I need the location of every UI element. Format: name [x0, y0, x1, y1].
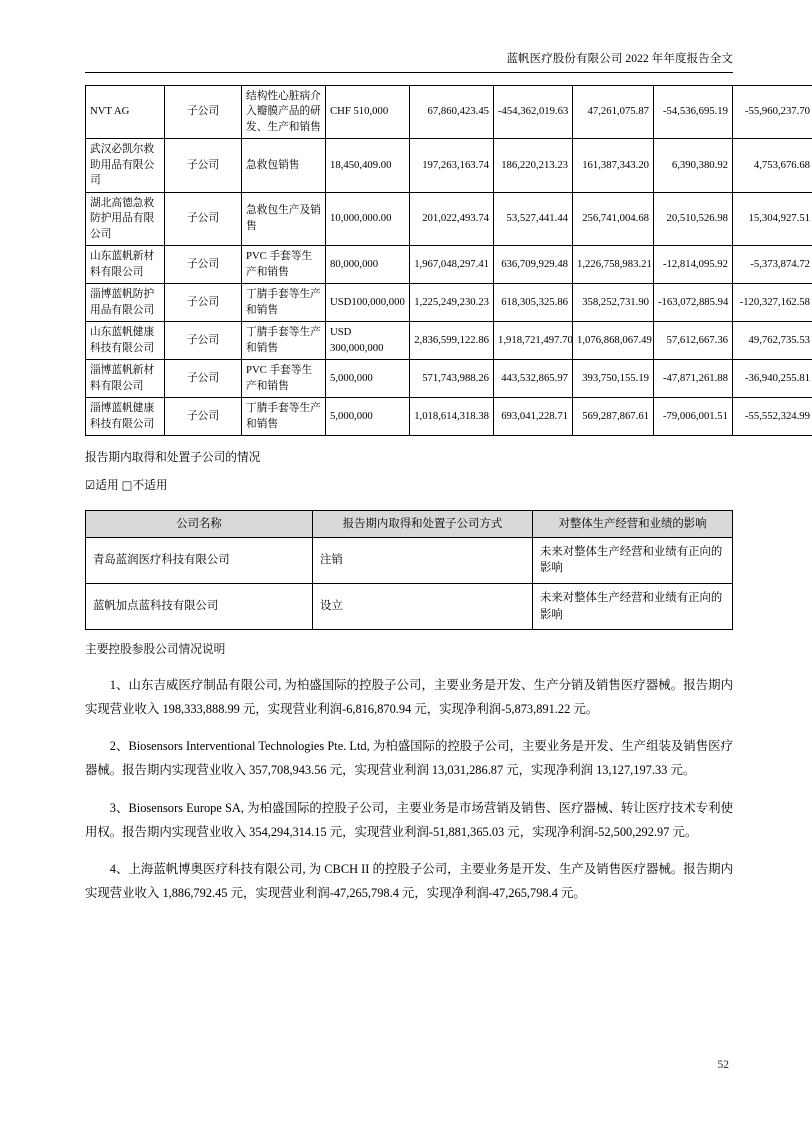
cell-net-assets: 186,220,213.23 — [494, 139, 573, 193]
cell-company-name: 蓝帆加点蓝科技有限公司 — [86, 584, 313, 630]
cell-operating-profit: -163,072,885.94 — [654, 284, 733, 322]
cell-company-name: 武汉必凯尔救助用品有限公司 — [86, 139, 165, 193]
cell-net-assets: 53,527,441.44 — [494, 192, 573, 246]
cell-total-assets: 2,836,599,122.86 — [410, 322, 494, 360]
running-header — [85, 0, 733, 73]
cell-total-assets: 1,967,048,297.41 — [410, 246, 494, 284]
cell-revenue: 358,252,731.90 — [573, 284, 654, 322]
table-row — [86, 360, 812, 398]
cell-registered-capital: 5,000,000 — [326, 360, 410, 398]
cell-net-assets: 693,041,228.71 — [494, 398, 573, 436]
cell-net-profit: 49,762,735.53 — [733, 322, 812, 360]
cell-company-type: 子公司 — [165, 139, 242, 193]
cell-impact: 未来对整体生产经营和业绩有正向的影响 — [533, 537, 733, 583]
cell-main-business: 急救包销售 — [242, 139, 326, 193]
cell-net-assets: 443,532,865.97 — [494, 360, 573, 398]
header-divider — [85, 72, 733, 73]
table-row — [86, 85, 812, 139]
cell-operating-profit: 20,510,526.98 — [654, 192, 733, 246]
cell-total-assets: 1,225,249,230.23 — [410, 284, 494, 322]
explanation-paragraph-2: 2、Biosensors Interventional Technologies Pte. Ltd, 为柏盛国际的控股子公司，主要业务是开发、生产组装及销售医疗器械。报告期内实现营业收入 357,708,943.56 元，实现营业利润 13,031,286.87 元，实现净利润 13,127,197.33 元。 — [85, 739, 733, 778]
table-row — [86, 284, 812, 322]
cell-operating-profit: -79,006,001.51 — [654, 398, 733, 436]
header-impact: 对整体生产经营和业绩的影响 — [533, 510, 733, 537]
disposal-section-heading: 报告期内取得和处置子公司的情况 — [85, 451, 261, 465]
cell-method: 注销 — [313, 537, 533, 583]
cell-main-business: 丁腈手套等生产和销售 — [242, 284, 326, 322]
explanation-section-heading: 主要控股参股公司情况说明 — [85, 643, 226, 657]
applicability-line — [85, 476, 733, 496]
disposal-table — [85, 510, 733, 630]
explanation-paragraph-3: 3、Biosensors Europe SA, 为柏盛国际的控股子公司，主要业务是市场营销及销售、医疗器械、转让医疗技术专利使用权。报告期内实现营业收入 354,294,314.15 元，实现营业利润-51,881,365.03 元，实现净利润-52,500,292.97 元。 — [85, 800, 733, 839]
header-method: 报告期内取得和处置子公司方式 — [313, 510, 533, 537]
cell-main-business: 丁腈手套等生产和销售 — [242, 322, 326, 360]
cell-operating-profit: -12,814,095.92 — [654, 246, 733, 284]
cell-net-assets: 636,709,929.48 — [494, 246, 573, 284]
cell-registered-capital: 5,000,000 — [326, 398, 410, 436]
cell-company-name: 淄博蓝帆健康科技有限公司 — [86, 398, 165, 436]
header-company-name: 公司名称 — [86, 510, 313, 537]
cell-revenue: 256,741,004.68 — [573, 192, 654, 246]
cell-total-assets: 201,022,493.74 — [410, 192, 494, 246]
cell-revenue: 161,387,343.20 — [573, 139, 654, 193]
cell-net-profit: -5,373,874.72 — [733, 246, 812, 284]
cell-impact: 未来对整体生产经营和业绩有正向的影响 — [533, 584, 733, 630]
cell-net-assets: 618,305,325.86 — [494, 284, 573, 322]
cell-total-assets: 571,743,988.26 — [410, 360, 494, 398]
cell-net-profit: 15,304,927.51 — [733, 192, 812, 246]
cell-revenue: 393,750,155.19 — [573, 360, 654, 398]
cell-net-profit: -55,552,324.99 — [733, 398, 812, 436]
cell-main-business: PVC 手套等生产和销售 — [242, 360, 326, 398]
table-row — [86, 139, 812, 193]
cell-company-name: 山东蓝帆新材料有限公司 — [86, 246, 165, 284]
cell-revenue: 569,287,867.61 — [573, 398, 654, 436]
cell-net-profit: -120,327,162.58 — [733, 284, 812, 322]
cell-company-type: 子公司 — [165, 360, 242, 398]
cell-operating-profit: 57,612,667.36 — [654, 322, 733, 360]
cell-registered-capital: CHF 510,000 — [326, 85, 410, 139]
cell-company-type: 子公司 — [165, 398, 242, 436]
table-row — [86, 537, 733, 583]
cell-total-assets: 67,860,423.45 — [410, 85, 494, 139]
subsidiary-table-body — [86, 85, 812, 436]
cell-net-assets: -454,362,019.63 — [494, 85, 573, 139]
checkbox-not-applicable[interactable]: □ — [121, 478, 133, 493]
table-row — [86, 584, 733, 630]
explanation-paragraph-1: 1、山东吉威医疗制品有限公司, 为柏盛国际的控股子公司，主要业务是开发、生产分销及销售医疗器械。报告期内实现营业收入 198,333,888.99 元，实现营业利润-6,816,870.94 元，实现净利润-5,873,891.22 元。 — [85, 677, 733, 716]
document-page — [9, 0, 810, 1123]
cell-registered-capital: 18,450,409.00 — [326, 139, 410, 193]
label-applicable: 适用 — [95, 479, 119, 493]
subsidiary-financial-table — [85, 85, 812, 437]
cell-net-assets: 1,918,721,497.70 — [494, 322, 573, 360]
cell-company-name: 淄博蓝帆防护用品有限公司 — [86, 284, 165, 322]
cell-main-business: 丁腈手套等生产和销售 — [242, 398, 326, 436]
cell-main-business: 急救包生产及销售 — [242, 192, 326, 246]
cell-company-type: 子公司 — [165, 192, 242, 246]
cell-main-business: 结构性心脏病介入瓣膜产品的研发、生产和销售 — [242, 85, 326, 139]
cell-company-name: NVT AG — [86, 85, 165, 139]
table-row — [86, 192, 812, 246]
page-content — [85, 0, 810, 905]
page-number: 52 — [717, 1059, 729, 1071]
disposal-table-head — [86, 510, 733, 537]
cell-revenue: 1,076,868,067.49 — [573, 322, 654, 360]
cell-revenue: 1,226,758,983.21 — [573, 246, 654, 284]
cell-revenue: 47,261,075.87 — [573, 85, 654, 139]
disposal-table-body — [86, 537, 733, 629]
cell-operating-profit: 6,390,380.92 — [654, 139, 733, 193]
cell-registered-capital: USD 300,000,000 — [326, 322, 410, 360]
cell-company-name: 山东蓝帆健康科技有限公司 — [86, 322, 165, 360]
table-header-row — [86, 510, 733, 537]
cell-registered-capital: 80,000,000 — [326, 246, 410, 284]
table-row — [86, 246, 812, 284]
cell-total-assets: 1,018,614,318.38 — [410, 398, 494, 436]
explanation-paragraph-4: 4、上海蓝帆博奥医疗科技有限公司, 为 CBCH II 的控股子公司，主要业务是开发、生产及销售医疗器械。报告期内实现营业收入 1,886,792.45 元，实现营业利润-47,265,798.4 元，实现净利润-47,265,798.4 元。 — [85, 861, 733, 901]
table-row — [86, 322, 812, 360]
cell-company-name: 青岛蓝润医疗科技有限公司 — [86, 537, 313, 583]
cell-company-name: 淄博蓝帆新材料有限公司 — [86, 360, 165, 398]
cell-method: 设立 — [313, 584, 533, 630]
running-header-text: 蓝帆医疗股份有限公司 2022 年年度报告全文 — [506, 53, 733, 65]
cell-main-business: PVC 手套等生产和销售 — [242, 246, 326, 284]
label-not-applicable: 不适用 — [132, 479, 168, 493]
cell-company-type: 子公司 — [165, 246, 242, 284]
cell-net-profit: 4,753,676.68 — [733, 139, 812, 193]
checkbox-applicable-checked[interactable]: ☑ — [85, 478, 96, 493]
cell-company-type: 子公司 — [165, 284, 242, 322]
cell-company-type: 子公司 — [165, 322, 242, 360]
table-row — [86, 398, 812, 436]
cell-net-profit: -55,960,237.70 — [733, 85, 812, 139]
cell-company-type: 子公司 — [165, 85, 242, 139]
cell-net-profit: -36,940,255.81 — [733, 360, 812, 398]
cell-company-name: 湖北高德急救防护用品有限公司 — [86, 192, 165, 246]
cell-operating-profit: -54,536,695.19 — [654, 85, 733, 139]
cell-registered-capital: USD100,000,000 — [326, 284, 410, 322]
cell-total-assets: 197,263,163.74 — [410, 139, 494, 193]
cell-registered-capital: 10,000,000.00 — [326, 192, 410, 246]
cell-operating-profit: -47,871,261.88 — [654, 360, 733, 398]
